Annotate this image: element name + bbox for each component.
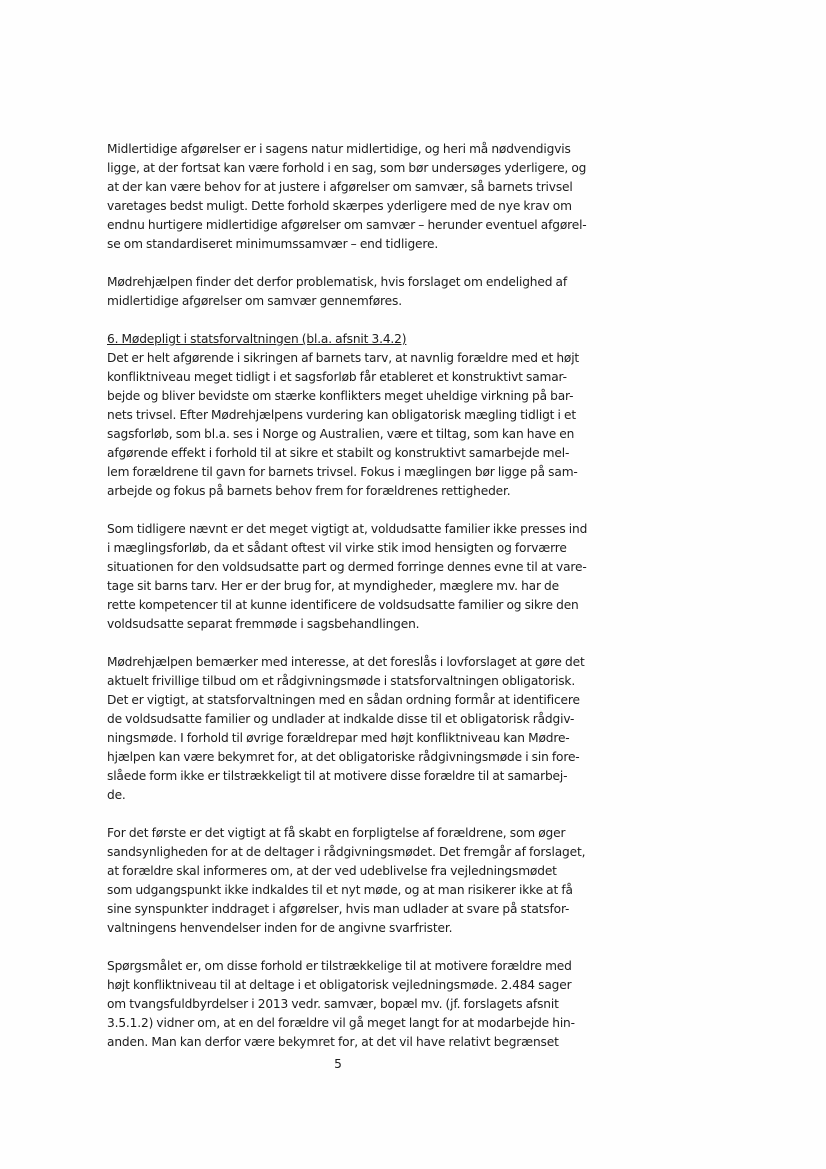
text-line: varetages bedst muligt. Dette forhold skærpes yderligere med de nye krav om xyxy=(107,199,572,213)
document-body xyxy=(107,140,607,1052)
paragraph-gap xyxy=(107,501,607,520)
text-line: situationen for den voldsudsatte part og dermed forringe dennes evne til at vare- xyxy=(107,560,587,574)
text-line: afgørende effekt i forhold til at sikre et stabilt og konstruktivt samarbejde mel- xyxy=(107,446,570,460)
paragraph-gap xyxy=(107,938,607,957)
paragraph xyxy=(107,824,607,938)
section-heading: 6. Mødepligt i statsforvaltningen (bl.a. afsnit 3.4.2) xyxy=(107,332,407,346)
text-line: de voldsudsatte familier og undlader at indkalde disse til et obligatorisk rådgiv- xyxy=(107,712,575,726)
paragraph xyxy=(107,140,607,254)
text-line: ligge, at der fortsat kan være forhold i en sag, som bør undersøges yderligere, og xyxy=(107,161,587,175)
text-line: tage sit barns tarv. Her er der brug for, at myndigheder, mæglere mv. har de xyxy=(107,579,559,593)
paragraph xyxy=(107,273,607,311)
paragraph xyxy=(107,520,607,634)
text-line: hjælpen kan være bekymret for, at det obligatoriske rådgivningsmøde i sin fore- xyxy=(107,750,580,764)
text-line: midlertidige afgørelser om samvær gennemføres. xyxy=(107,294,402,308)
text-line: endnu hurtigere midlertidige afgørelser om samvær – herunder eventuel afgørel- xyxy=(107,218,587,232)
text-line: som udgangspunkt ikke indkaldes til et nyt møde, og at man risikerer ikke at få xyxy=(107,883,573,897)
text-line: Som tidligere nævnt er det meget vigtigt at, voldudsatte familier ikke presses ind xyxy=(107,522,588,536)
paragraph-gap xyxy=(107,805,607,824)
text-line: ningsmøde. I forhold til øvrige forældrepar med højt konfliktniveau kan Mødre- xyxy=(107,731,570,745)
text-line: slåede form ikke er tilstrækkeligt til at motivere disse forældre til at samarbej- xyxy=(107,769,568,783)
text-line: Mødrehjælpen bemærker med interesse, at det foreslås i lovforslaget at gøre det xyxy=(107,655,585,669)
text-line: For det første er det vigtigt at få skabt en forpligtelse af forældrene, som øger xyxy=(107,826,566,840)
text-line: højt konfliktniveau til at deltage i et obligatorisk vejledningsmøde. 2.484 sager xyxy=(107,978,572,992)
text-line: sine synspunkter inddraget i afgørelser, hvis man udlader at svare på statsfor- xyxy=(107,902,570,916)
text-line: aktuelt frivillige tilbud om et rådgivningsmøde i statsforvaltningen obligatorisk. xyxy=(107,674,576,688)
text-line: at der kan være behov for at justere i afgørelser om samvær, så barnets trivsel xyxy=(107,180,573,194)
paragraph-gap xyxy=(107,254,607,273)
text-line: voldsudsatte separat fremmøde i sagsbehandlingen. xyxy=(107,617,420,631)
text-line: arbejde og fokus på barnets behov frem for forældrenes rettigheder. xyxy=(107,484,511,498)
text-line: at forældre skal informeres om, at der ved udeblivelse fra vejledningsmødet xyxy=(107,864,557,878)
text-line: se om standardiseret minimumssamvær – end tidligere. xyxy=(107,237,439,251)
text-line: lem forældrene til gavn for barnets trivsel. Fokus i mæglingen bør ligge på sam- xyxy=(107,465,578,479)
text-line: konfliktniveau meget tidligt i et sagsforløb får etableret et konstruktivt samar- xyxy=(107,370,567,384)
text-line: om tvangsfuldbyrdelser i 2013 vedr. samvær, bopæl mv. (jf. forslagets afsnit xyxy=(107,997,559,1011)
text-line: bejde og bliver bevidste om stærke konflikters meget uheldige virkning på bar- xyxy=(107,389,574,403)
paragraph xyxy=(107,957,607,1052)
paragraph-gap xyxy=(107,311,607,330)
paragraph-gap xyxy=(107,634,607,653)
text-line: de. xyxy=(107,788,126,802)
page-number: 5 xyxy=(334,1057,342,1071)
text-line: rette kompetencer til at kunne identificere de voldsudsatte familier og sikre den xyxy=(107,598,579,612)
text-line: sandsynligheden for at de deltager i rådgivningsmødet. Det fremgår af forslaget, xyxy=(107,845,586,859)
text-line: Det er helt afgørende i sikringen af barnets tarv, at navnlig forældre med et højt xyxy=(107,351,580,365)
text-line: sagsforløb, som bl.a. ses i Norge og Australien, være et tiltag, som kan have en xyxy=(107,427,575,441)
text-line: i mæglingsforløb, da et sådant oftest vil virke stik imod hensigten og forværre xyxy=(107,541,567,555)
text-line: Spørgsmålet er, om disse forhold er tilstrækkelige til at motivere forældre med xyxy=(107,959,572,973)
paragraph xyxy=(107,653,607,805)
text-line: Det er vigtigt, at statsforvaltningen med en sådan ordning formår at identificere xyxy=(107,693,580,707)
text-line: 3.5.1.2) vidner om, at en del forældre vil gå meget langt for at modarbejde hin- xyxy=(107,1016,575,1030)
text-line: valtningens henvendelser inden for de angivne svarfrister. xyxy=(107,921,453,935)
text-line: nets trivsel. Efter Mødrehjælpens vurdering kan obligatorisk mægling tidligt i et xyxy=(107,408,576,422)
text-line: anden. Man kan derfor være bekymret for, at det vil have relativt begrænset xyxy=(107,1035,559,1049)
text-line: Mødrehjælpen finder det derfor problematisk, hvis forslaget om endelighed af xyxy=(107,275,568,289)
text-line: Midlertidige afgørelser er i sagens natur midlertidige, og heri må nødvendigvis xyxy=(107,142,571,156)
paragraph xyxy=(107,330,607,501)
